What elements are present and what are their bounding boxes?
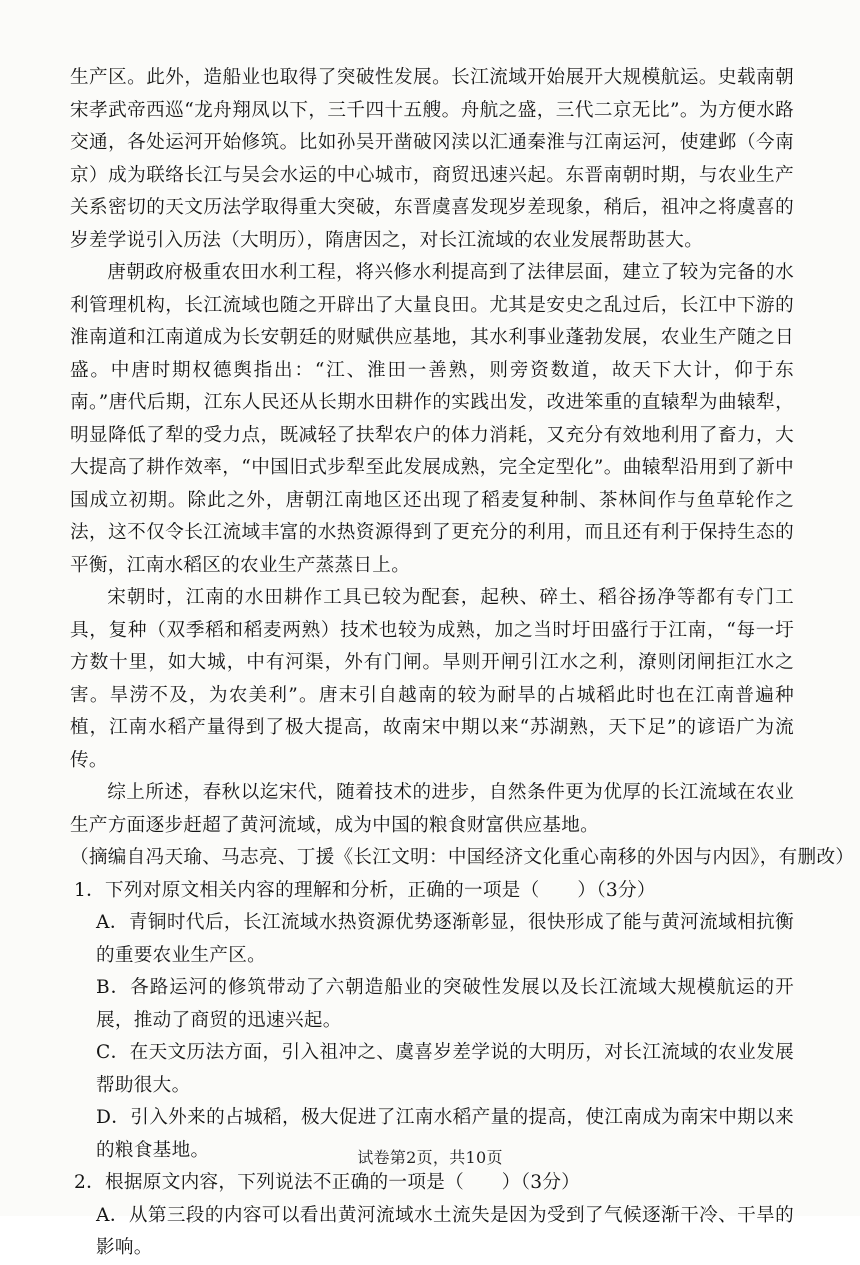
page-footer: 试卷第2页，共10页 xyxy=(357,1148,503,1167)
passage-paragraph-3: 宋朝时，江南的水田耕作工具已较为配套，起秧、碎土、稻谷扬净等都有专门工具，复种（双季稻和稻麦两熟）技术也较为成熟，加之当时圩田盛行于江南，“每一圩方数十里，如大城，中有河渠，外有门闸。旱则开闸引江水之利，潦则闭闸拒江水之害。旱涝不及，为农美利”。唐末引自越南的较为耐旱的占城稻此时也在江南普遍种植，江南水稻产量得到了极大提高，故南宋中期以来“苏湖熟，天下足”的谚语广为流传。 xyxy=(70,587,794,771)
question-1-option-c: C．在天文历法方面，引入祖冲之、虞喜岁差学说的大明历，对长江流域的农业发展帮助很大。 xyxy=(96,1042,794,1096)
passage-paragraph-2: 唐朝政府极重农田水利工程，将兴修水利提高到了法律层面，建立了较为完备的水利管理机构，长江流域也随之开辟出了大量良田。尤其是安史之乱过后，长江中下游的淮南道和江南道成为长安朝廷的财赋供应基地，其水利事业蓬勃发展，农业生产随之日盛。中唐时期权德舆指出：“江、淮田一善熟，则旁资数道，故天下大计，仰于东南。”唐代后期，江东人民还从长期水田耕作的实践出发，改进笨重的直辕犁为曲辕犁，明显降低了犁的受力点，既减轻了扶犁农户的体力消耗，又充分有效地利用了畜力，大大提高了耕作效率，“中国旧式步犁至此发展成熟，完全定型化”。曲辕犁沿用到了新中国成立初期。除此之外，唐朝江南地区还出现了稻麦复种制、茶林间作与鱼草轮作之法，这不仅令长江流域丰富的水热资源得到了更充分的利用，而且还有利于保持生态的平衡，江南水稻区的农业生产蒸蒸日上。 xyxy=(70,262,794,576)
question-1-option-d: D．引入外来的占城稻，极大促进了江南水稻产量的提高，使江南成为南宋中期以来的粮食基地。 xyxy=(96,1107,794,1161)
question-1-option-b: B．各路运河的修筑带动了六朝造船业的突破性发展以及长江流域大规模航运的开展，推动了商贸的迅速兴起。 xyxy=(96,977,794,1031)
question-1-option-a: A．青铜时代后，长江流域水热资源优势逐渐彰显，很快形成了能与黄河流域相抗衡的重要农业生产区。 xyxy=(96,912,794,966)
passage-source: （摘编自冯天瑜、马志亮、丁援《长江文明：中国经济文化重心南移的外因与内因》，有删改） xyxy=(70,847,855,868)
passage-paragraph-4: 综上所述，春秋以迄宋代，随着技术的进步，自然条件更为优厚的长江流域在农业生产方面逐步赶超了黄河流域，成为中国的粮食财富供应基地。 xyxy=(70,782,794,836)
passage-paragraph-1: 生产区。此外，造船业也取得了突破性发展。长江流域开始展开大规模航运。史载南朝宋孝武帝西巡“龙舟翔凤以下，三千四十五艘。舟航之盛，三代二京无比”。为方便水路交通，各处运河开始修筑。比如孙吴开凿破冈渎以汇通秦淮与江南运河，使建邺（今南京）成为联络长江与吴会水运的中心城市，商贸迅速兴起。东晋南朝时期，与农业生产关系密切的天文历法学取得重大突破，东晋虞喜发现岁差现象，稍后，祖冲之将虞喜的岁差学说引入历法（大明历），隋唐因之，对长江流域的农业发展帮助甚大。 xyxy=(70,67,794,251)
question-1 xyxy=(70,875,794,1168)
question-1-stem: 1．下列对原文相关内容的理解和分析，正确的一项是（ ）（3分） xyxy=(74,879,656,901)
question-2-stem: 2．根据原文内容，下列说法不正确的一项是（ ）（3分） xyxy=(74,1172,581,1193)
question-2-option-a: A．从第三段的内容可以看出黄河流域水土流失是因为受到了气候逐渐干冷、干旱的影响。 xyxy=(96,1204,794,1258)
page-content xyxy=(70,62,855,1265)
